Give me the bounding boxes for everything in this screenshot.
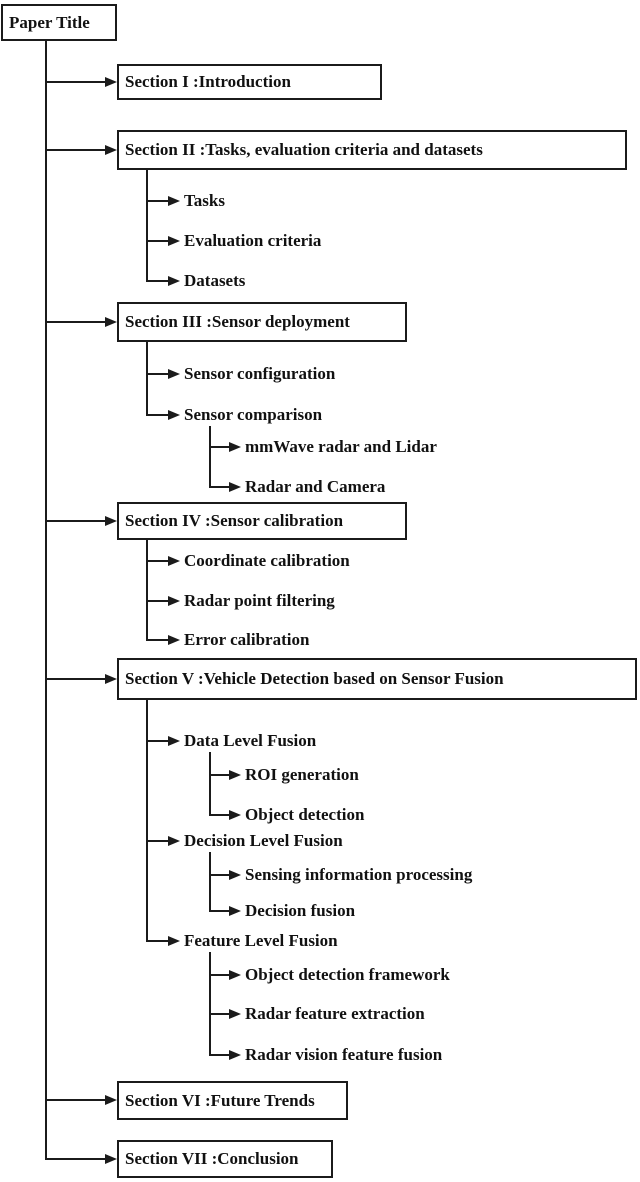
connector-line xyxy=(46,149,106,151)
arrowhead-icon xyxy=(105,674,117,684)
arrowhead-icon xyxy=(168,369,180,379)
subsubsection-label: ROI generation xyxy=(245,765,359,784)
connector-line xyxy=(209,446,231,448)
branch-line xyxy=(209,952,211,1056)
branch-line xyxy=(209,426,211,488)
branch-line xyxy=(146,540,148,641)
section-box-6 xyxy=(117,1081,348,1120)
connector-line xyxy=(146,280,170,282)
arrowhead-icon xyxy=(168,196,180,206)
section-box-5 xyxy=(117,658,637,700)
arrowhead-icon xyxy=(229,810,241,820)
subsection-label: Feature Level Fusion xyxy=(184,931,338,950)
arrowhead-icon xyxy=(105,516,117,526)
connector-line xyxy=(209,486,231,488)
connector-line xyxy=(146,840,170,842)
connector-line xyxy=(46,81,106,83)
connector-line xyxy=(146,414,170,416)
section-box-1 xyxy=(117,64,382,100)
arrowhead-icon xyxy=(229,770,241,780)
subsubsection-label: Radar vision feature fusion xyxy=(245,1045,443,1064)
subsection-label: Sensor configuration xyxy=(184,364,336,383)
subsection-label: Radar point filtering xyxy=(184,591,335,610)
subsection-label: Error calibration xyxy=(184,630,310,649)
arrowhead-icon xyxy=(168,410,180,420)
subsubsection-label: Decision fusion xyxy=(245,901,356,920)
section-box-2 xyxy=(117,130,627,170)
connector-line xyxy=(146,373,170,375)
paper-title-label: Paper Title xyxy=(9,12,90,32)
branch-line xyxy=(146,170,148,282)
connector-line xyxy=(146,940,170,942)
section-title: Section V :Vehicle Detection based on Sensor Fusion xyxy=(125,669,504,688)
arrowhead-icon xyxy=(168,556,180,566)
section-box-3 xyxy=(117,302,407,342)
arrowhead-icon xyxy=(105,1154,117,1164)
section-title: Section VII :Conclusion xyxy=(125,1149,299,1168)
connector-line xyxy=(209,1054,231,1056)
arrowhead-icon xyxy=(229,870,241,880)
connector-line xyxy=(209,974,231,976)
subsubsection-label: Object detection framework xyxy=(245,965,450,984)
branch-line xyxy=(146,342,148,416)
branch-line xyxy=(146,700,148,942)
section-title: Section IV :Sensor calibration xyxy=(125,511,344,530)
arrowhead-icon xyxy=(168,635,180,645)
connector-line xyxy=(209,774,231,776)
connector-line xyxy=(209,874,231,876)
arrowhead-icon xyxy=(105,145,117,155)
section-title: Section II :Tasks, evaluation criteria and datasets xyxy=(125,140,483,159)
subsection-label: Evaluation criteria xyxy=(184,231,322,250)
branch-line xyxy=(209,752,211,816)
section-title: Section III :Sensor deployment xyxy=(125,312,350,331)
arrowhead-icon xyxy=(168,836,180,846)
subsubsection-label: Radar feature extraction xyxy=(245,1004,425,1023)
section-box-7 xyxy=(117,1140,333,1178)
section-title: Section I :Introduction xyxy=(125,72,291,91)
connector-line xyxy=(46,1158,106,1160)
connector-line xyxy=(46,1099,106,1101)
subsection-label: Coordinate calibration xyxy=(184,551,350,570)
subsubsection-label: Sensing information processing xyxy=(245,865,473,884)
arrowhead-icon xyxy=(229,442,241,452)
arrowhead-icon xyxy=(229,1050,241,1060)
subsection-label: Tasks xyxy=(184,191,225,210)
arrowhead-icon xyxy=(168,236,180,246)
subsection-label: Sensor comparison xyxy=(184,405,323,424)
section-box-4 xyxy=(117,502,407,540)
connector-line xyxy=(46,321,106,323)
connector-line xyxy=(146,240,170,242)
branch-line xyxy=(209,852,211,912)
connector-line xyxy=(209,814,231,816)
connector-line xyxy=(46,678,106,680)
paper-title-box xyxy=(1,4,117,41)
arrowhead-icon xyxy=(168,596,180,606)
subsubsection-label: Object detection xyxy=(245,805,365,824)
arrowhead-icon xyxy=(105,317,117,327)
arrowhead-icon xyxy=(229,906,241,916)
connector-line xyxy=(209,910,231,912)
connector-line xyxy=(146,639,170,641)
connector-line xyxy=(209,1013,231,1015)
arrowhead-icon xyxy=(105,1095,117,1105)
connector-line xyxy=(46,520,106,522)
connector-line xyxy=(146,740,170,742)
subsection-label: Datasets xyxy=(184,271,246,290)
arrowhead-icon xyxy=(168,936,180,946)
section-title: Section VI :Future Trends xyxy=(125,1090,315,1110)
connector-line xyxy=(146,560,170,562)
subsection-label: Data Level Fusion xyxy=(184,731,317,750)
subsubsection-label: mmWave radar and Lidar xyxy=(245,437,437,456)
arrowhead-icon xyxy=(168,276,180,286)
connector-line xyxy=(146,200,170,202)
arrowhead-icon xyxy=(105,77,117,87)
arrowhead-icon xyxy=(229,482,241,492)
arrowhead-icon xyxy=(168,736,180,746)
trunk-line xyxy=(45,41,47,1160)
subsubsection-label: Radar and Camera xyxy=(245,477,386,496)
arrowhead-icon xyxy=(229,970,241,980)
connector-line xyxy=(146,600,170,602)
arrowhead-icon xyxy=(229,1009,241,1019)
subsection-label: Decision Level Fusion xyxy=(184,831,343,850)
